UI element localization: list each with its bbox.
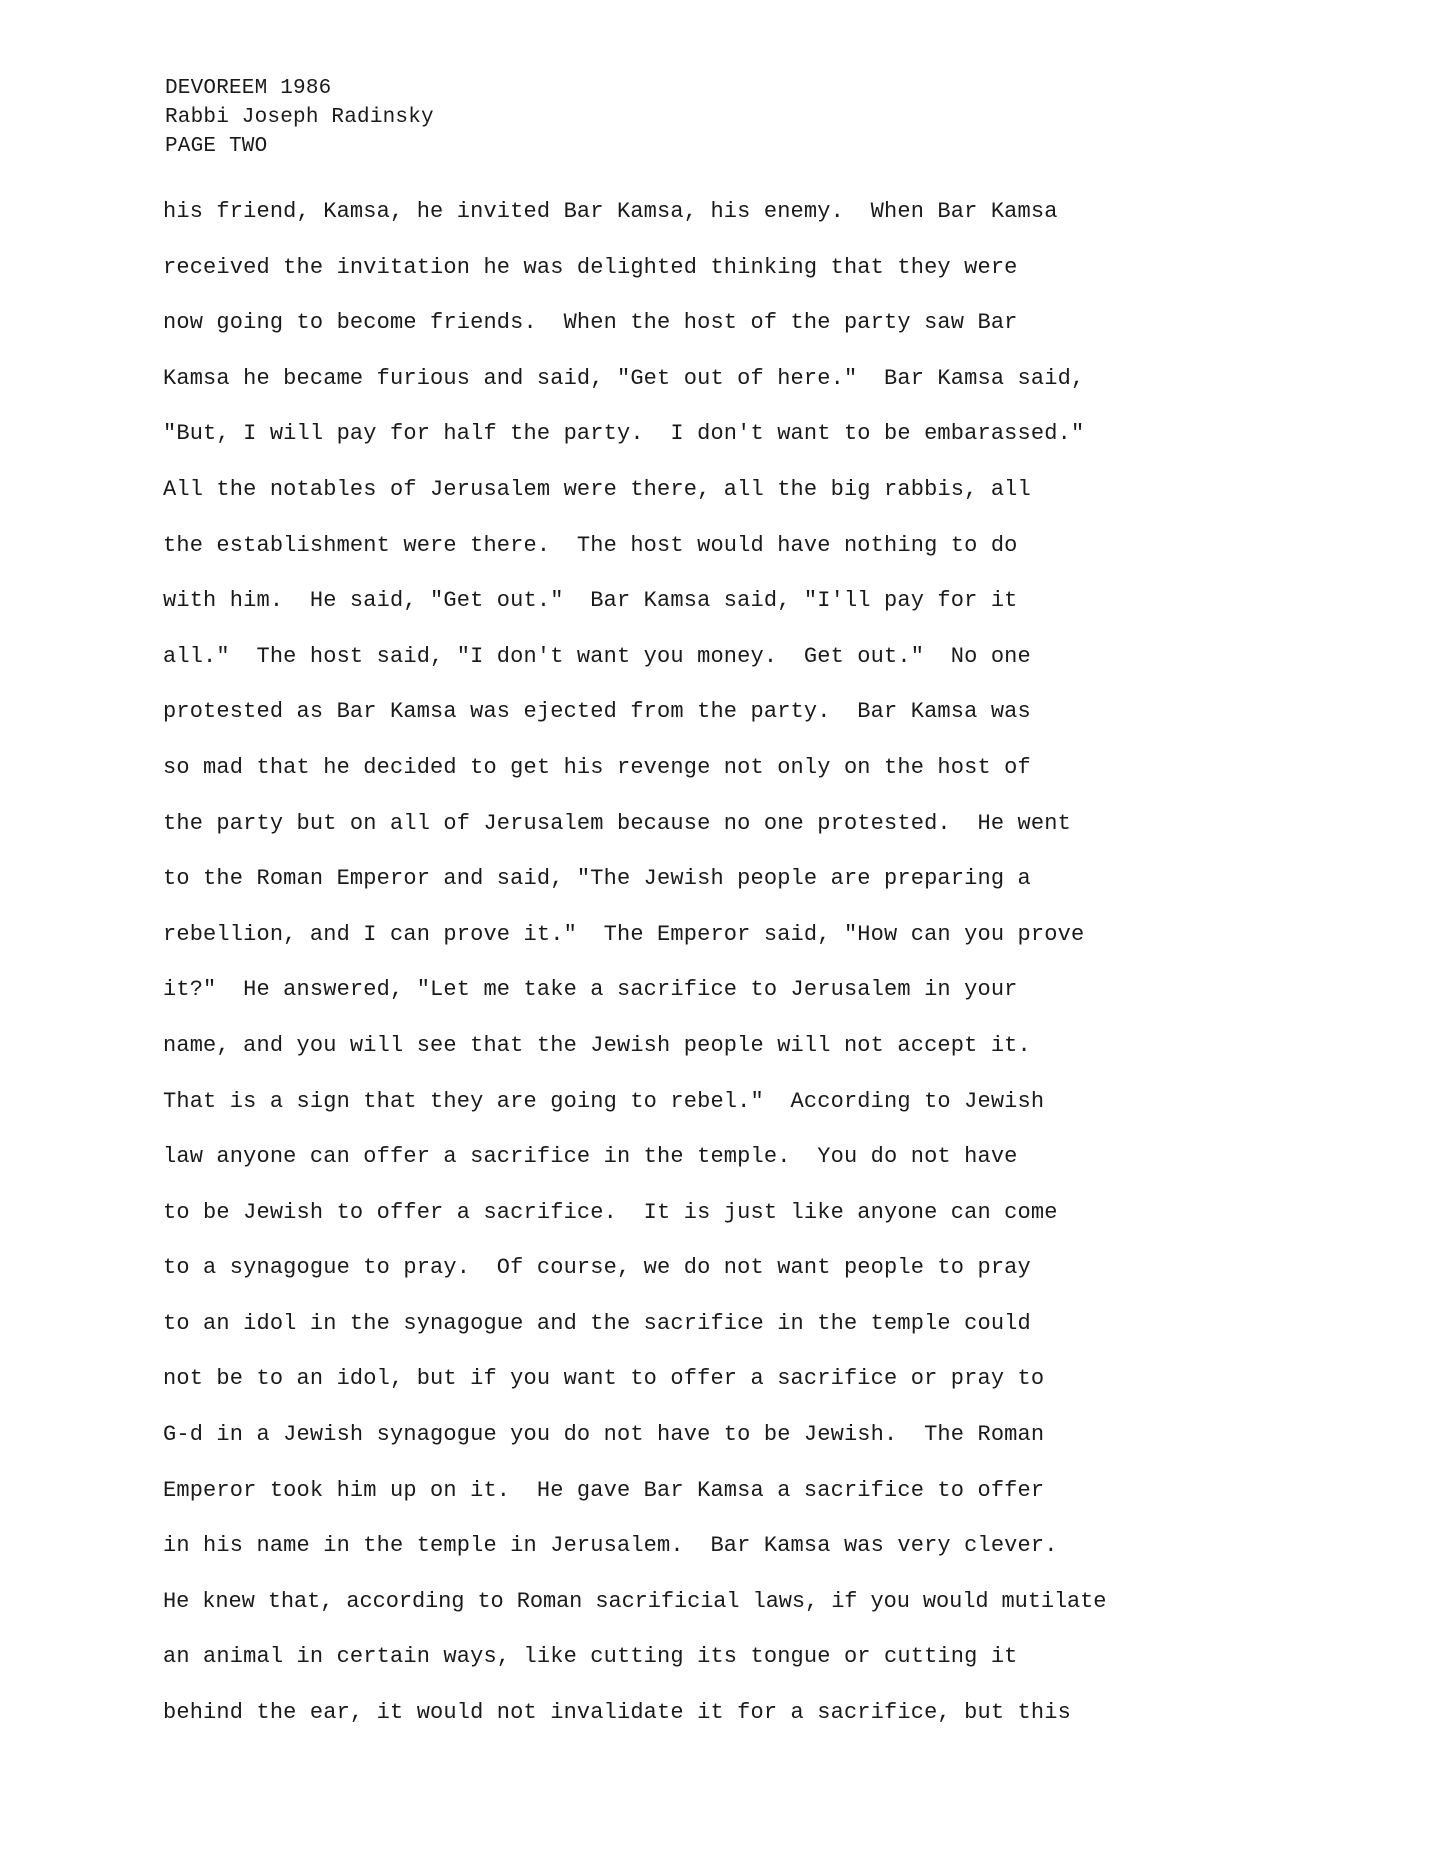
text-line: all." The host said, "I don't want you money. Get out." No one <box>163 643 1031 669</box>
text-line: now going to become friends. When the host of the party saw Bar <box>163 310 1018 336</box>
text-line: name, and you will see that the Jewish people will not accept it. <box>163 1032 1031 1058</box>
document-header <box>165 74 434 161</box>
text-line: law anyone can offer a sacrifice in the temple. You do not have <box>163 1144 1018 1170</box>
text-line: Kamsa he became furious and said, "Get out of here." Bar Kamsa said, <box>163 365 1085 391</box>
text-line: He knew that, according to Roman sacrificial laws, if you would mutilate <box>163 1588 1107 1614</box>
text-line: All the notables of Jerusalem were there, all the big rabbis, all <box>163 476 1031 502</box>
header-title: DEVOREEM 1986 <box>165 77 332 100</box>
text-line: That is a sign that they are going to rebel." According to Jewish <box>163 1088 1045 1114</box>
text-line: to a synagogue to pray. Of course, we do not want people to pray <box>163 1255 1031 1281</box>
text-line: in his name in the temple in Jerusalem. Bar Kamsa was very clever. <box>163 1533 1058 1559</box>
text-line: with him. He said, "Get out." Bar Kamsa said, "I'll pay for it <box>163 588 1018 614</box>
text-line: protested as Bar Kamsa was ejected from the party. Bar Kamsa was <box>163 699 1031 725</box>
text-line: Emperor took him up on it. He gave Bar Kamsa a sacrifice to offer <box>163 1477 1045 1503</box>
text-line: the party but on all of Jerusalem because no one protested. He went <box>163 810 1071 836</box>
text-line: the establishment were there. The host would have nothing to do <box>163 532 1018 558</box>
text-line: to the Roman Emperor and said, "The Jewish people are preparing a <box>163 866 1031 892</box>
text-line: it?" He answered, "Let me take a sacrifice to Jerusalem in your <box>163 977 1018 1003</box>
text-line: G-d in a Jewish synagogue you do not have to be Jewish. The Roman <box>163 1422 1045 1448</box>
text-line: an animal in certain ways, like cutting its tongue or cutting it <box>163 1644 1018 1670</box>
text-line: "But, I will pay for half the party. I don't want to be embarassed." <box>163 421 1085 447</box>
text-line: to be Jewish to offer a sacrifice. It is just like anyone can come <box>163 1199 1058 1225</box>
text-line: his friend, Kamsa, he invited Bar Kamsa, his enemy. When Bar Kamsa <box>163 199 1058 224</box>
text-line: received the invitation he was delighted thinking that they were <box>163 254 1018 280</box>
text-line: so mad that he decided to get his revenge not only on the host of <box>163 754 1031 780</box>
document-body <box>163 184 1203 1741</box>
header-page-label: PAGE TWO <box>165 135 268 158</box>
text-line: to an idol in the synagogue and the sacrifice in the temple could <box>163 1310 1031 1336</box>
text-line: not be to an idol, but if you want to offer a sacrifice or pray to <box>163 1366 1045 1392</box>
header-author: Rabbi Joseph Radinsky <box>165 106 434 129</box>
text-line: rebellion, and I can prove it." The Emperor said, "How can you prove <box>163 921 1085 947</box>
text-line: behind the ear, it would not invalidate it for a sacrifice, but this <box>163 1700 1071 1726</box>
